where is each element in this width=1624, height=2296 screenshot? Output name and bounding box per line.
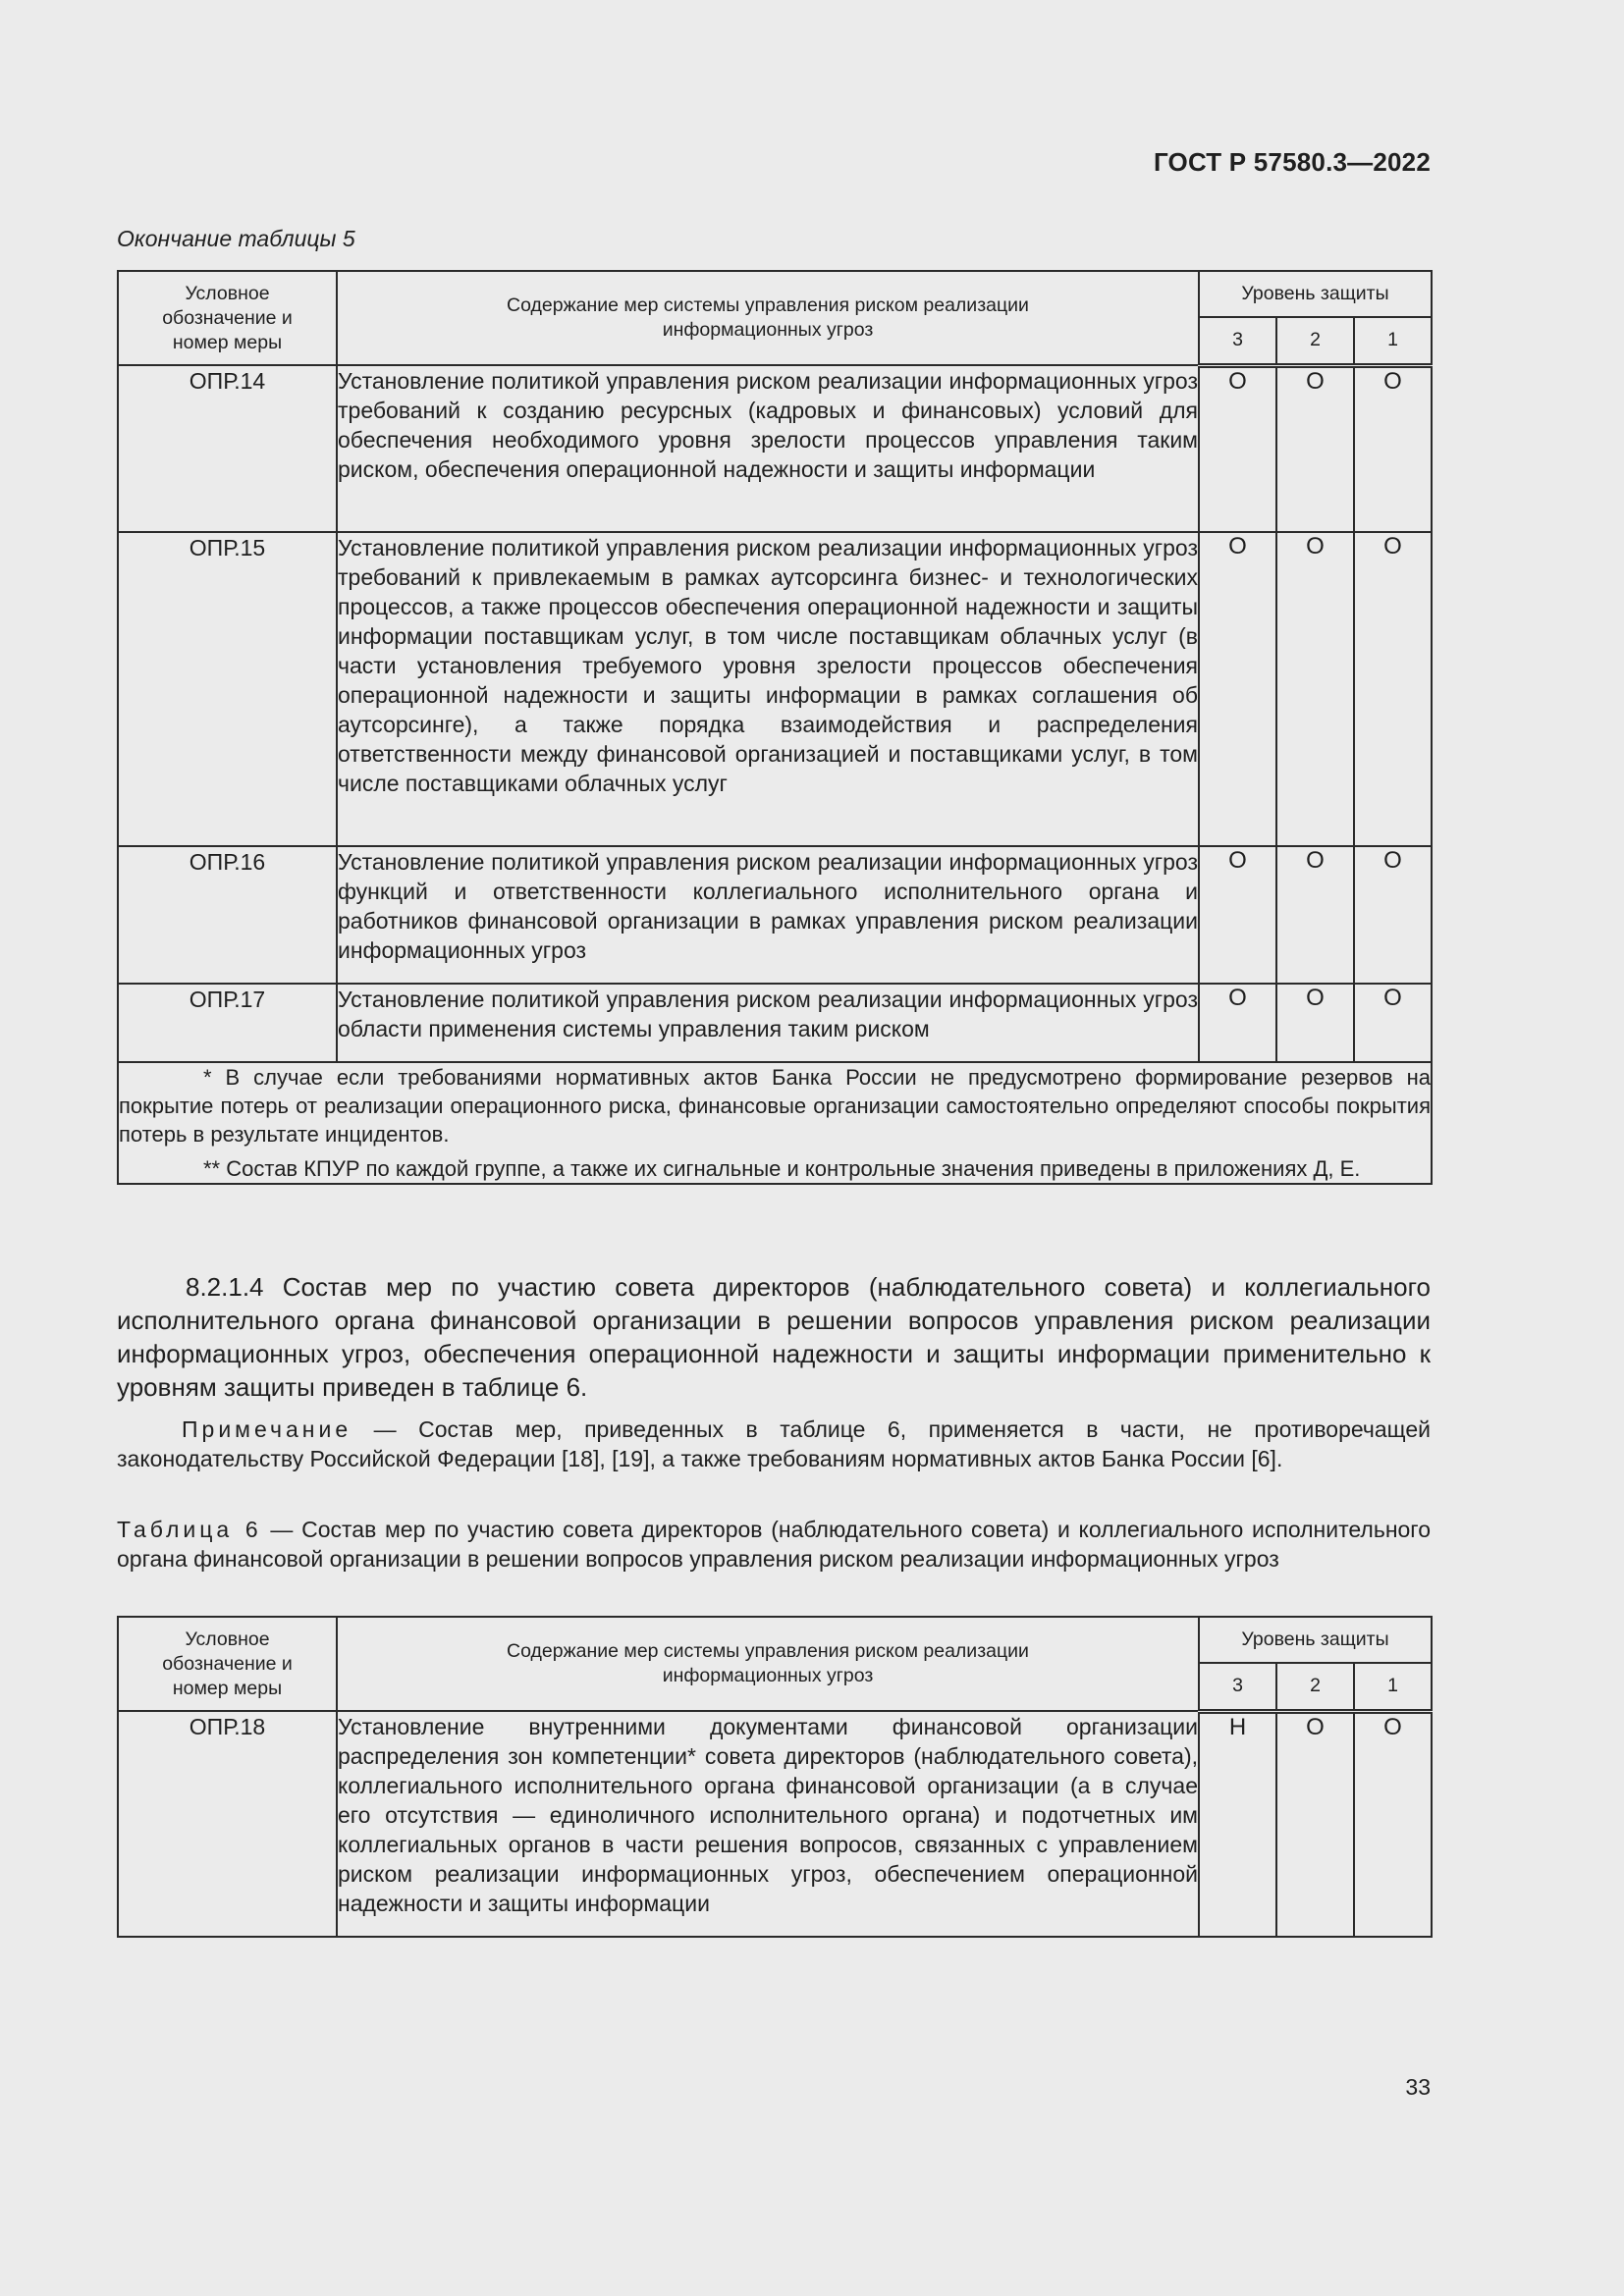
level-2-value: О — [1276, 846, 1354, 984]
measure-text: Установление внутренними документами финансовой организации распределения зон компетенции* совета директоров (наблюдательного совета), коллегиального исполнительного органа финансовой организации (а в случае его отсутствия — единоличного исполнительного органа) и подотчетных им коллегиальных органов в части решения вопросов, связанных с управлением риском реализации информационных угроз, обеспечением операционной надежности и защиты информации — [337, 1711, 1199, 1937]
measure-text: Установление политикой управления риском реализации информационных угроз функций и ответственности коллегиального исполнительного органа и работников финансовой организации в рамках управления риском реализации информационных угроз — [337, 846, 1199, 984]
measure-id: ОПР.16 — [118, 846, 337, 984]
column-header-id: Условное обозначение и номер меры — [118, 271, 337, 365]
level-3-value: О — [1199, 365, 1276, 532]
measure-text: Установление политикой управления риском реализации информационных угроз требований к созданию ресурсных (кадровых и финансовых) условий для обеспечения необходимого уровня зрелости процессов управления таким риском, обеспечения операционной надежности и защиты информации — [337, 365, 1199, 532]
level-1-value: О — [1354, 532, 1432, 846]
level-1-value: О — [1354, 1711, 1432, 1937]
column-header-level-2: 2 — [1276, 1663, 1354, 1711]
table-5 — [117, 270, 1433, 1185]
column-header-level-3: 3 — [1199, 317, 1276, 365]
table-footnotes-row — [118, 1062, 1432, 1184]
note-text: — Состав мер, приведенных в таблице 6, применяется в части, не противоречащей законодательству Российской Федерации [18], [19], а также требованиям нормативных актов Банка России [6]. — [117, 1416, 1431, 1471]
footnote: * В случае если требованиями нормативных актов Банка России не предусмотрено формирование резервов на покрытие потерь от реализации операционного риска, финансовые организации самостоятельно определяют способы покрытия потерь в результате инцидентов. — [119, 1065, 1431, 1147]
level-1-value: О — [1354, 846, 1432, 984]
table-6-caption-label: Таблица 6 — [117, 1517, 262, 1542]
column-header-level-3: 3 — [1199, 1663, 1276, 1711]
level-2-value: О — [1276, 365, 1354, 532]
table-continuation-caption: Окончание таблицы 5 — [117, 226, 355, 251]
section-paragraph: 8.2.1.4 Состав мер по участию совета директоров (наблюдательного совета) и коллегиального исполнительного органа финансовой организации в решении вопросов управления риском реализации информационных угроз, обеспечения операционной надежности и защиты информации применительно к уровням защиты приведен в таблице 6. — [117, 1272, 1431, 1402]
level-3-value: Н — [1199, 1711, 1276, 1937]
level-2-value: О — [1276, 984, 1354, 1062]
column-header-levels: Уровень защиты — [1199, 1617, 1432, 1663]
measure-id: ОПР.14 — [118, 365, 337, 532]
measure-text: Установление политикой управления риском реализации информационных угроз области применения системы управления таким риском — [337, 984, 1199, 1062]
measure-id: ОПР.17 — [118, 984, 337, 1062]
table-row — [118, 984, 1432, 1062]
table-row — [118, 365, 1432, 532]
level-1-value: О — [1354, 984, 1432, 1062]
note-label: Примечание — [182, 1416, 352, 1442]
table-row — [118, 1711, 1432, 1937]
level-2-value: О — [1276, 1711, 1354, 1937]
column-header-id: Условное обозначение и номер меры — [118, 1617, 337, 1711]
level-3-value: О — [1199, 984, 1276, 1062]
level-3-value: О — [1199, 532, 1276, 846]
table-row — [118, 846, 1432, 984]
document-code: ГОСТ Р 57580.3—2022 — [1153, 147, 1431, 177]
column-header-content: Содержание мер системы управления риском реализации информационных угроз — [337, 271, 1199, 365]
table-footnotes — [118, 1062, 1432, 1184]
table-6-caption — [117, 1515, 1431, 1574]
measure-id: ОПР.15 — [118, 532, 337, 846]
page-number: 33 — [1405, 2074, 1431, 2100]
measure-text: Установление политикой управления риском реализации информационных угроз требований к привлекаемым в рамках аутсорсинга бизнес- и технологических процессов, а также процессов обеспечения операционной надежности и защиты информации поставщикам услуг, в том числе поставщикам облачных услуг (в части установления требуемого уровня зрелости процессов обеспечения операционной надежности и защиты информации в рамках соглашения об аутсорсинге), а также порядка взаимодействия и распределения ответственности между финансовой организацией и поставщиками услуг, в том числе поставщиками облачных услуг — [337, 532, 1199, 846]
measure-id: ОПР.18 — [118, 1711, 337, 1937]
level-3-value: О — [1199, 846, 1276, 984]
column-header-level-1: 1 — [1354, 317, 1432, 365]
column-header-levels: Уровень защиты — [1199, 271, 1432, 317]
table-row — [118, 532, 1432, 846]
column-header-level-1: 1 — [1354, 1663, 1432, 1711]
table-6 — [117, 1616, 1433, 1938]
section-note — [117, 1415, 1431, 1473]
table-6-caption-text: — Состав мер по участию совета директоров (наблюдательного совета) и коллегиального исполнительного органа финансовой организации в решении вопросов управления риском реализации информационных угроз — [117, 1517, 1431, 1572]
column-header-content: Содержание мер системы управления риском реализации информационных угроз — [337, 1617, 1199, 1711]
column-header-level-2: 2 — [1276, 317, 1354, 365]
level-1-value: О — [1354, 365, 1432, 532]
footnote: ** Состав КПУР по каждой группе, а также их сигнальные и контрольные значения приведены в приложениях Д, Е. — [203, 1156, 1361, 1181]
level-2-value: О — [1276, 532, 1354, 846]
